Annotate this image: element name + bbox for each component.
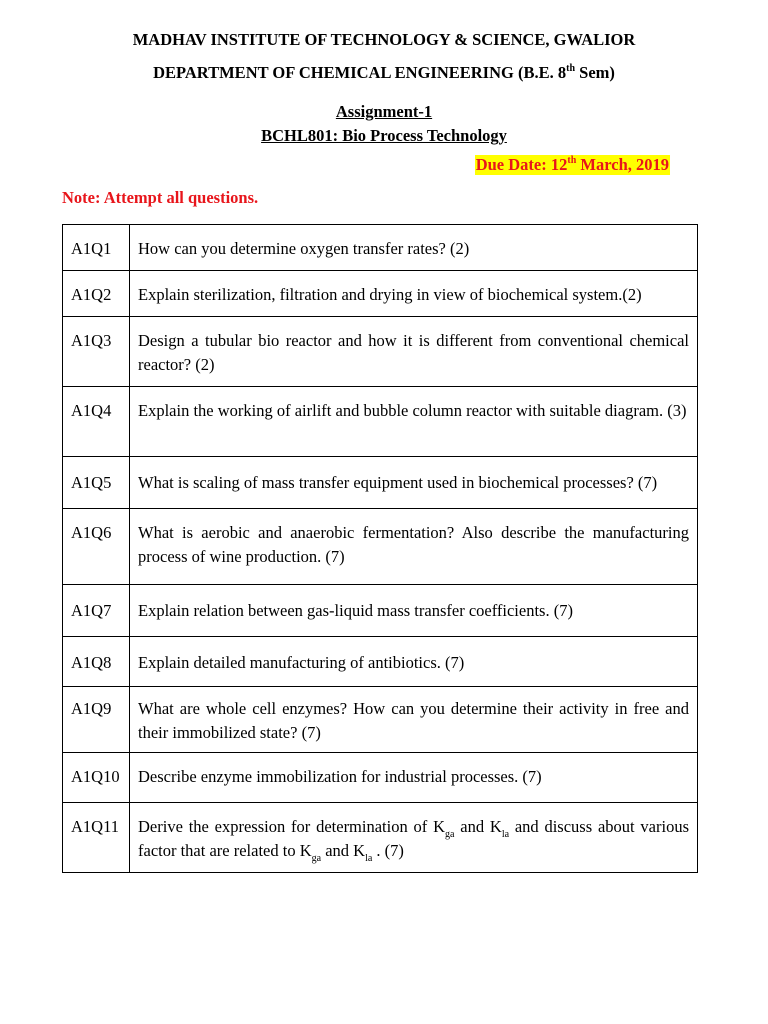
question-id: A1Q11 bbox=[63, 803, 130, 873]
table-row bbox=[63, 637, 698, 687]
table-row bbox=[63, 687, 698, 753]
question-id: A1Q6 bbox=[63, 509, 130, 585]
department-sup: th bbox=[566, 62, 576, 74]
due-date-sup: th bbox=[567, 154, 577, 166]
due-date bbox=[475, 155, 670, 175]
question-text-part: and K bbox=[321, 841, 366, 860]
subscript-la: la bbox=[501, 829, 510, 841]
question-id: A1Q2 bbox=[63, 271, 130, 317]
question-id: A1Q3 bbox=[63, 317, 130, 387]
question-text: Explain the working of airlift and bubble column reactor with suitable diagram. (3) bbox=[130, 387, 698, 457]
question-id: A1Q9 bbox=[63, 687, 130, 753]
questions-table bbox=[62, 224, 698, 873]
table-row bbox=[63, 271, 698, 317]
subscript-la: la bbox=[365, 853, 373, 865]
institute-name: MADHAV INSTITUTE OF TECHNOLOGY & SCIENCE, GWALIOR bbox=[132, 30, 636, 49]
table-row bbox=[63, 803, 698, 873]
question-text bbox=[130, 803, 698, 873]
department-suffix: Sem) bbox=[575, 63, 615, 82]
note-text: Note: Attempt all questions. bbox=[62, 188, 259, 207]
assignment-title: Assignment-1 bbox=[335, 102, 433, 121]
department-text: DEPARTMENT OF CHEMICAL ENGINEERING (B.E. 8 bbox=[153, 63, 567, 82]
question-text-part: and K bbox=[454, 817, 502, 836]
question-text: Explain relation between gas-liquid mass transfer coefficients. (7) bbox=[130, 585, 698, 637]
question-id: A1Q5 bbox=[63, 457, 130, 509]
table-row bbox=[63, 509, 698, 585]
table-row bbox=[63, 317, 698, 387]
table-row bbox=[63, 585, 698, 637]
question-id: A1Q8 bbox=[63, 637, 130, 687]
question-text: Design a tubular bio reactor and how it is different from conventional chemical reactor? (2) bbox=[130, 317, 698, 387]
question-text: How can you determine oxygen transfer rates? (2) bbox=[130, 225, 698, 271]
question-id: A1Q1 bbox=[63, 225, 130, 271]
question-text: Describe enzyme immobilization for industrial processes. (7) bbox=[130, 753, 698, 803]
subscript-ga: ga bbox=[311, 853, 322, 865]
course-title: BCHL801: Bio Process Technology bbox=[261, 126, 507, 145]
question-text-part: Derive the expression for determination of K bbox=[138, 817, 445, 836]
question-text-part: and discuss about various factor that are related to K bbox=[138, 817, 689, 860]
due-date-text: Due Date: 12 bbox=[475, 155, 568, 174]
question-text: What is scaling of mass transfer equipment used in biochemical processes? (7) bbox=[130, 457, 698, 509]
table-row bbox=[63, 753, 698, 803]
question-id: A1Q7 bbox=[63, 585, 130, 637]
question-id: A1Q4 bbox=[63, 387, 130, 457]
table-row bbox=[63, 457, 698, 509]
due-date-suffix: March, 2019 bbox=[576, 155, 669, 174]
subscript-ga: ga bbox=[445, 829, 455, 841]
question-text-part: . (7) bbox=[372, 841, 404, 860]
question-text: What are whole cell enzymes? How can you determine their activity in free and their immobilized state? (7) bbox=[130, 687, 698, 753]
question-text: Explain sterilization, filtration and drying in view of biochemical system.(2) bbox=[130, 271, 698, 317]
table-row bbox=[63, 387, 698, 457]
question-id: A1Q10 bbox=[63, 753, 130, 803]
department-line bbox=[0, 63, 768, 83]
question-text: Explain detailed manufacturing of antibiotics. (7) bbox=[130, 637, 698, 687]
question-text: What is aerobic and anaerobic fermentation? Also describe the manufacturing process of wine production. (7) bbox=[130, 509, 698, 585]
table-row bbox=[63, 225, 698, 271]
